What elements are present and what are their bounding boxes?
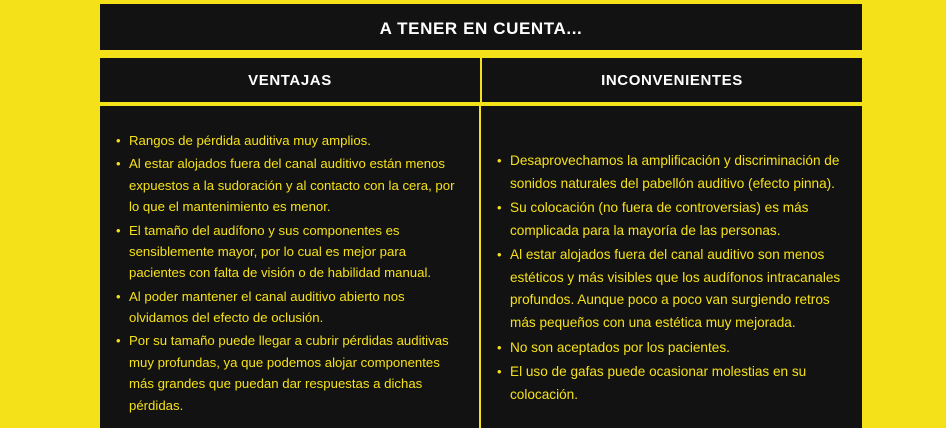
column-body-inconvenientes <box>481 106 862 428</box>
list-item: • No son aceptados por los pacientes. <box>497 337 846 360</box>
column-header-inconvenientes: INCONVENIENTES <box>601 71 743 89</box>
ventajas-list <box>116 130 463 416</box>
list-item: • Al estar alojados fuera del canal auditivo están menos expuestos a la sudoración y al contacto con la cera, por lo que el mantenimiento es menor. <box>116 153 463 217</box>
list-item: • Su colocación (no fuera de controversias) es más complicada para la mayoría de las personas. <box>497 197 846 242</box>
table-header-row <box>100 58 862 102</box>
comparison-panel <box>100 0 862 428</box>
list-item: • Desaprovechamos la amplificación y discriminación de sonidos naturales del pabellón auditivo (efecto pinna). <box>497 150 846 195</box>
inconvenientes-list <box>497 150 846 406</box>
page-title: A TENER EN CUENTA... <box>379 19 583 38</box>
list-item: • Por su tamaño puede llegar a cubrir pérdidas auditivas muy profundas, ya que podemos alojar componentes más grandes que puedan dar respuestas a dichas pérdidas. <box>116 330 463 416</box>
list-item: • Al poder mantener el canal auditivo abierto nos olvidamos del efecto de oclusión. <box>116 286 463 329</box>
list-item: • Rangos de pérdida auditiva muy amplios. <box>116 130 463 151</box>
list-item: • El uso de gafas puede ocasionar molestias en su colocación. <box>497 361 846 406</box>
column-body-ventajas <box>100 106 481 428</box>
table-body-row <box>100 106 862 428</box>
list-item: • Al estar alojados fuera del canal auditivo son menos estéticos y más visibles que los audífonos intracanales profundos. Aunque poco a poco van surgiendo retros más pequeños con una estética muy mejorada. <box>497 244 846 334</box>
list-item: • El tamaño del audífono y sus componentes es sensiblemente mayor, por lo cual es mejor para pacientes con falta de visión o de habilidad manual. <box>116 220 463 284</box>
title-bar <box>100 4 862 50</box>
column-header-ventajas: VENTAJAS <box>100 58 482 102</box>
